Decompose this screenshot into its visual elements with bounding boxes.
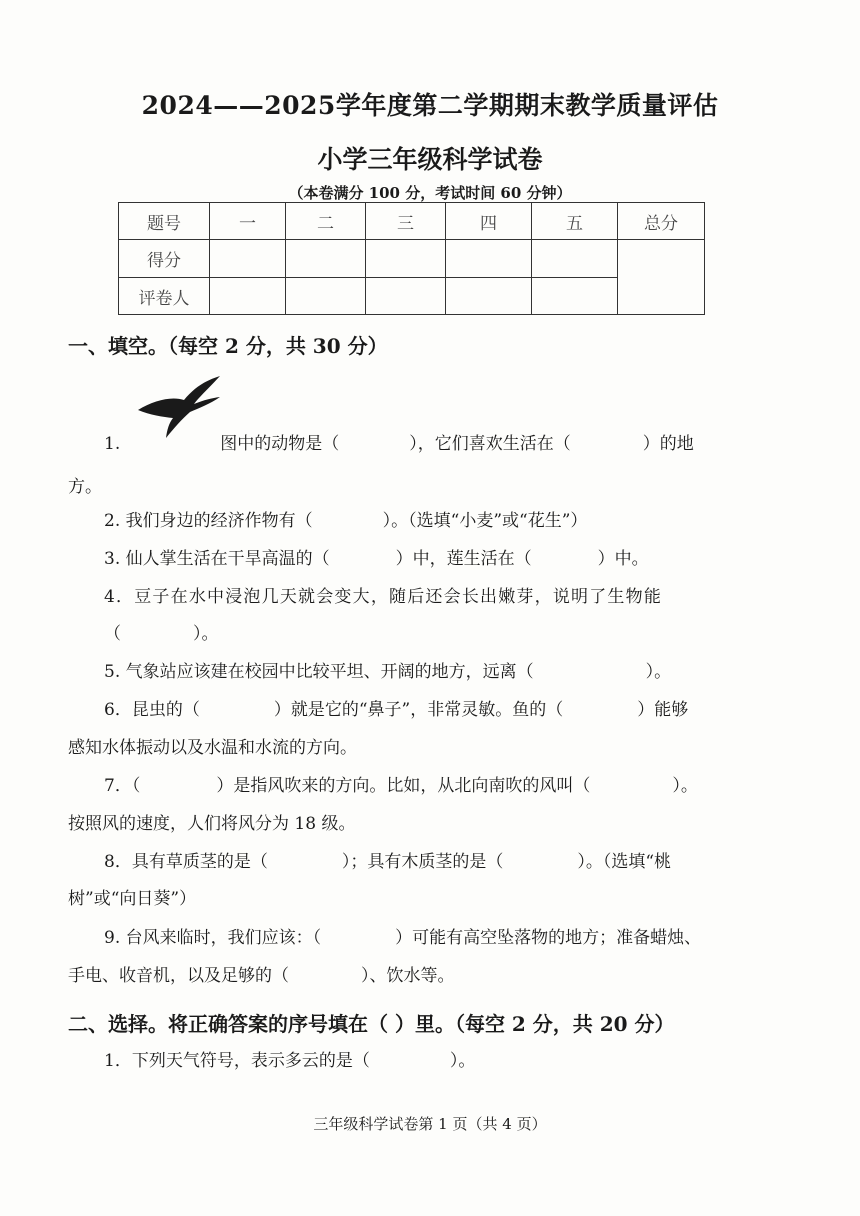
exam-title: 2024——2025学年度第二学期期末教学质量评估: [141, 91, 719, 120]
swallow-bird-icon: [136, 374, 222, 444]
score-cell[interactable]: [286, 240, 366, 278]
total-score-cell[interactable]: [618, 240, 705, 315]
section-1-title: 一、填空。（每空 2 分，共 30 分）: [68, 334, 388, 358]
grader-cell[interactable]: [366, 278, 446, 315]
q1-cont: 方。: [68, 477, 102, 497]
score-cell[interactable]: [366, 240, 446, 278]
q3-line: 3. 仙人掌生活在干旱高温的（ ）中，莲生活在（ ）中。: [104, 549, 649, 569]
header-cell-3: 三: [366, 203, 446, 240]
q8-cont: 树”或“向日葵”）: [68, 889, 197, 909]
row-label-score: 得分: [119, 240, 210, 278]
grader-cell[interactable]: [286, 278, 366, 315]
row-label-grader: 评卷人: [119, 278, 210, 315]
header-cell-2: 二: [286, 203, 366, 240]
q7-cont: 按照风的速度，人们将风分为 18 级。: [68, 814, 356, 834]
score-cell[interactable]: [210, 240, 286, 278]
exam-note: （本卷满分 100 分，考试时间 60 分钟）: [288, 184, 572, 202]
header-cell-1: 一: [210, 203, 286, 240]
page-footer: 三年级科学试卷第 1 页（共 4 页）: [313, 1115, 547, 1133]
score-cell[interactable]: [446, 240, 532, 278]
q9-cont: 手电、收音机，以及足够的（ ）、饮水等。: [68, 966, 455, 986]
score-table: [118, 202, 705, 315]
q4-cont: （ ）。: [104, 624, 219, 644]
q2-line: 2. 我们身边的经济作物有（ ）。（选填“小麦”或“花生”）: [104, 511, 588, 531]
header-cell-4: 四: [446, 203, 532, 240]
header-cell-question-no: 题号: [119, 203, 210, 240]
q9-line: 9. 台风来临时，我们应该：（ ）可能有高空坠落物的地方；准备蜡烛、: [104, 928, 702, 948]
q8-line: 8．具有草质茎的是（ ）；具有木质茎的是（ ）。（选填“桃: [104, 852, 672, 872]
s2-q1-line: 1．下列天气符号，表示多云的是（ ）。: [104, 1051, 476, 1071]
header-cell-5: 五: [532, 203, 618, 240]
q7-line: 7．（ ）是指风吹来的方向。比如，从北向南吹的风叫（ ）。: [104, 776, 698, 796]
q6-cont: 感知水体振动以及水温和水流的方向。: [68, 738, 357, 758]
q4-line: 4．豆子在水中浸泡几天就会变大，随后还会长出嫩芽，说明了生物能: [104, 587, 663, 607]
q1-line: 1. 图中的动物是（ ），它们喜欢生活在（ ）的地: [104, 434, 694, 454]
grader-cell[interactable]: [532, 278, 618, 315]
section-2-title: 二、选择。将正确答案的序号填在（ ）里。（每空 2 分，共 20 分）: [68, 1012, 675, 1036]
score-cell[interactable]: [532, 240, 618, 278]
q5-line: 5. 气象站应该建在校园中比较平坦、开阔的地方，远离（ ）。: [104, 662, 672, 682]
grader-cell[interactable]: [446, 278, 532, 315]
grader-cell[interactable]: [210, 278, 286, 315]
q6-line: 6．昆虫的（ ）就是它的“鼻子”，非常灵敏。鱼的（ ）能够: [104, 700, 689, 720]
header-cell-total: 总分: [618, 203, 705, 240]
exam-subtitle: 小学三年级科学试卷: [317, 145, 543, 174]
